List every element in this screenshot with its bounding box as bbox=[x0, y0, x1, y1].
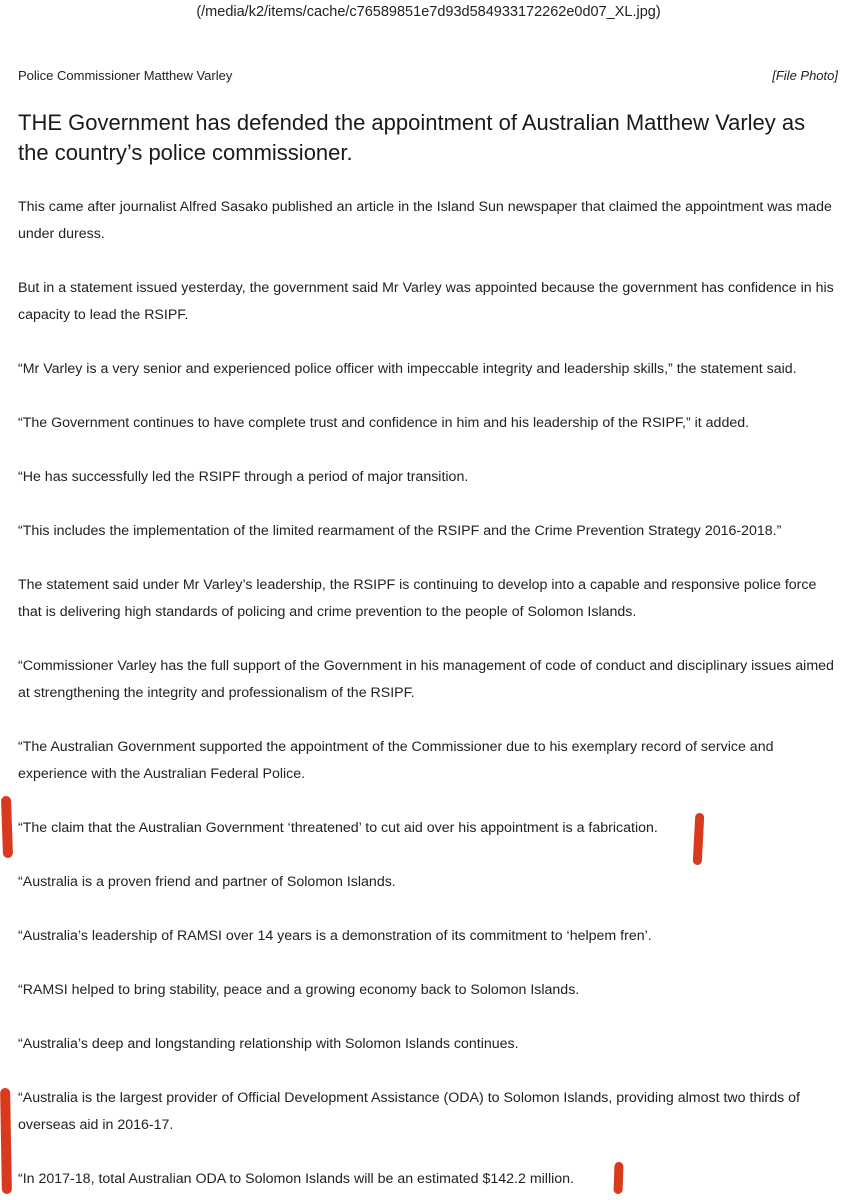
article-paragraph-13: “RAMSI helped to bring stability, peace and a growing economy back to Solomon Islands. bbox=[18, 982, 580, 998]
article-paragraph-7: The statement said under Mr Varley’s leadership, the RSIPF is continuing to develop into a capable and responsive police force that is delivering high standards of policing and crime prevention to the people of Solomon Islands. bbox=[18, 577, 817, 620]
photo-credit: [File Photo] bbox=[772, 68, 838, 83]
article-paragraph-5: “He has successfully led the RSIPF through a period of major transition. bbox=[18, 469, 469, 485]
photo-caption: Police Commissioner Matthew Varley bbox=[18, 68, 233, 83]
article-paragraph-16: “In 2017-18, total Australian ODA to Solomon Islands will be an estimated $142.2 million. bbox=[18, 1171, 574, 1187]
article-paragraph-15: “Australia is the largest provider of Official Development Assistance (ODA) to Solomon Islands, providing almost two thirds of overseas aid in 2016-17. bbox=[18, 1090, 800, 1133]
article-paragraph-6: “This includes the implementation of the limited rearmament of the RSIPF and the Crime Prevention Strategy 2016-2018.” bbox=[18, 523, 782, 539]
annotation-mark-right-1 bbox=[693, 813, 705, 865]
article-paragraph-14: “Australia’s deep and longstanding relationship with Solomon Islands continues. bbox=[18, 1036, 519, 1052]
article-paragraph-11: “Australia is a proven friend and partner of Solomon Islands. bbox=[18, 874, 396, 890]
annotation-mark-right-2 bbox=[613, 1162, 623, 1194]
article-paragraph-2: But in a statement issued yesterday, the government said Mr Varley was appointed because the government has confidence in his capacity to lead the RSIPF. bbox=[18, 280, 834, 323]
image-path-text: (/media/k2/items/cache/c76589851e7d93d584933172262e0d07_XL.jpg) bbox=[196, 4, 661, 20]
article-paragraph-3: “Mr Varley is a very senior and experienced police officer with impeccable integrity and leadership skills,” the statement said. bbox=[18, 361, 797, 377]
article-paragraph-8: “Commissioner Varley has the full support of the Government in his management of code of conduct and disciplinary issues aimed at strengthening the integrity and professionalism of the RSIPF. bbox=[18, 658, 834, 701]
annotation-mark-left-2 bbox=[0, 1088, 12, 1194]
article-paragraph-12: “Australia’s leadership of RAMSI over 14 years is a demonstration of its commitment to ‘helpem fren’. bbox=[18, 928, 652, 944]
article-paragraph-9: “The Australian Government supported the appointment of the Commissioner due to his exemplary record of service and experience with the Australian Federal Police. bbox=[18, 739, 774, 782]
article-paragraph-1: This came after journalist Alfred Sasako published an article in the Island Sun newspaper that claimed the appointment was made under duress. bbox=[18, 199, 832, 242]
photo-caption-row bbox=[18, 68, 838, 86]
article-headline: THE Government has defended the appointment of Australian Matthew Varley as the country’s police commissioner. bbox=[18, 110, 806, 165]
annotation-mark-left-1 bbox=[1, 796, 13, 858]
article-paragraph-4: “The Government continues to have complete trust and confidence in him and his leadership of the RSIPF,” it added. bbox=[18, 415, 750, 431]
article-paragraph-10: “The claim that the Australian Government ‘threatened’ to cut aid over his appointment is a fabrication. bbox=[18, 820, 658, 836]
